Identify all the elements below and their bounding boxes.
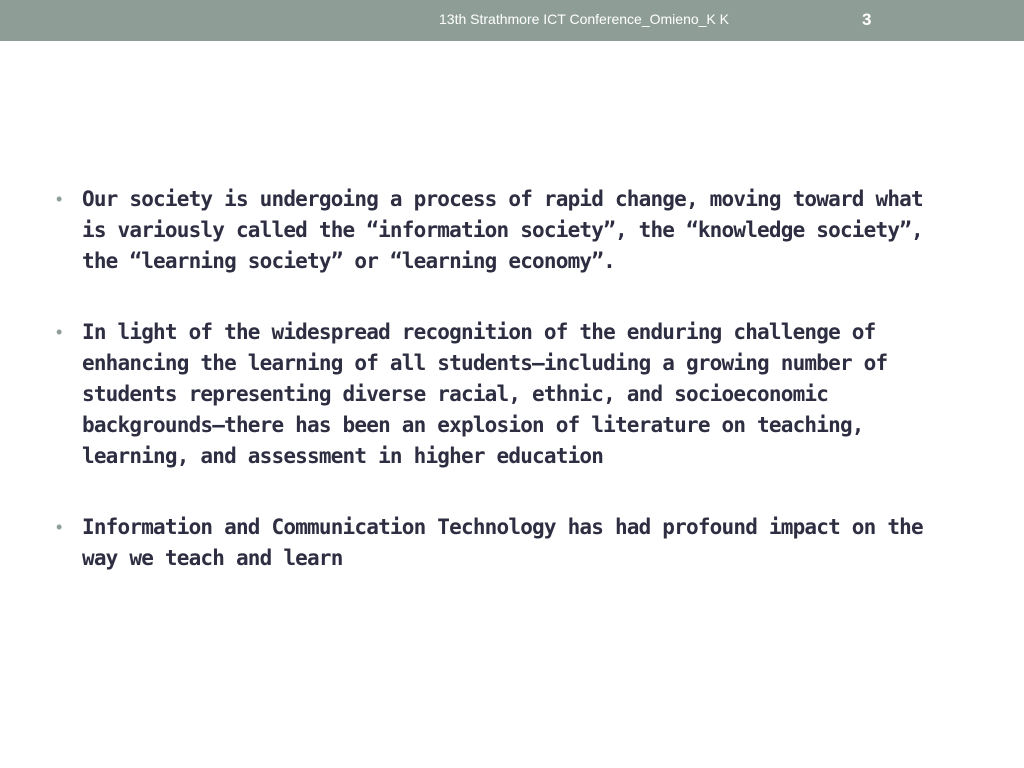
- header-title: 13th Strathmore ICT Conference_Omieno_K K: [439, 11, 730, 27]
- bullet-text: Our society is undergoing a process of rapid change, moving toward what is variously called the “information society”, the “knowledge society”, the “learning society” or “learning economy”.: [82, 187, 923, 273]
- bullet-text: Information and Communication Technology has had profound impact on the way we teach and learn: [82, 515, 923, 570]
- bullet-marker: •: [56, 517, 63, 537]
- bullet-marker: •: [56, 322, 63, 342]
- header-bar: [0, 0, 1024, 41]
- slide-content: [56, 184, 956, 614]
- bullet-marker: •: [56, 189, 63, 209]
- bullet-item: [56, 512, 956, 574]
- bullet-item: [56, 184, 956, 277]
- bullet-item: [56, 317, 956, 472]
- bullet-text: In light of the widespread recognition of the enduring challenge of enhancing the learning of all students—including a growing number of students representing diverse racial, ethnic, and socioeconomic backgrounds—there has been an explosion of literature on teaching, learning, and assessment in higher education: [82, 320, 888, 468]
- slide-number: 3: [862, 10, 872, 29]
